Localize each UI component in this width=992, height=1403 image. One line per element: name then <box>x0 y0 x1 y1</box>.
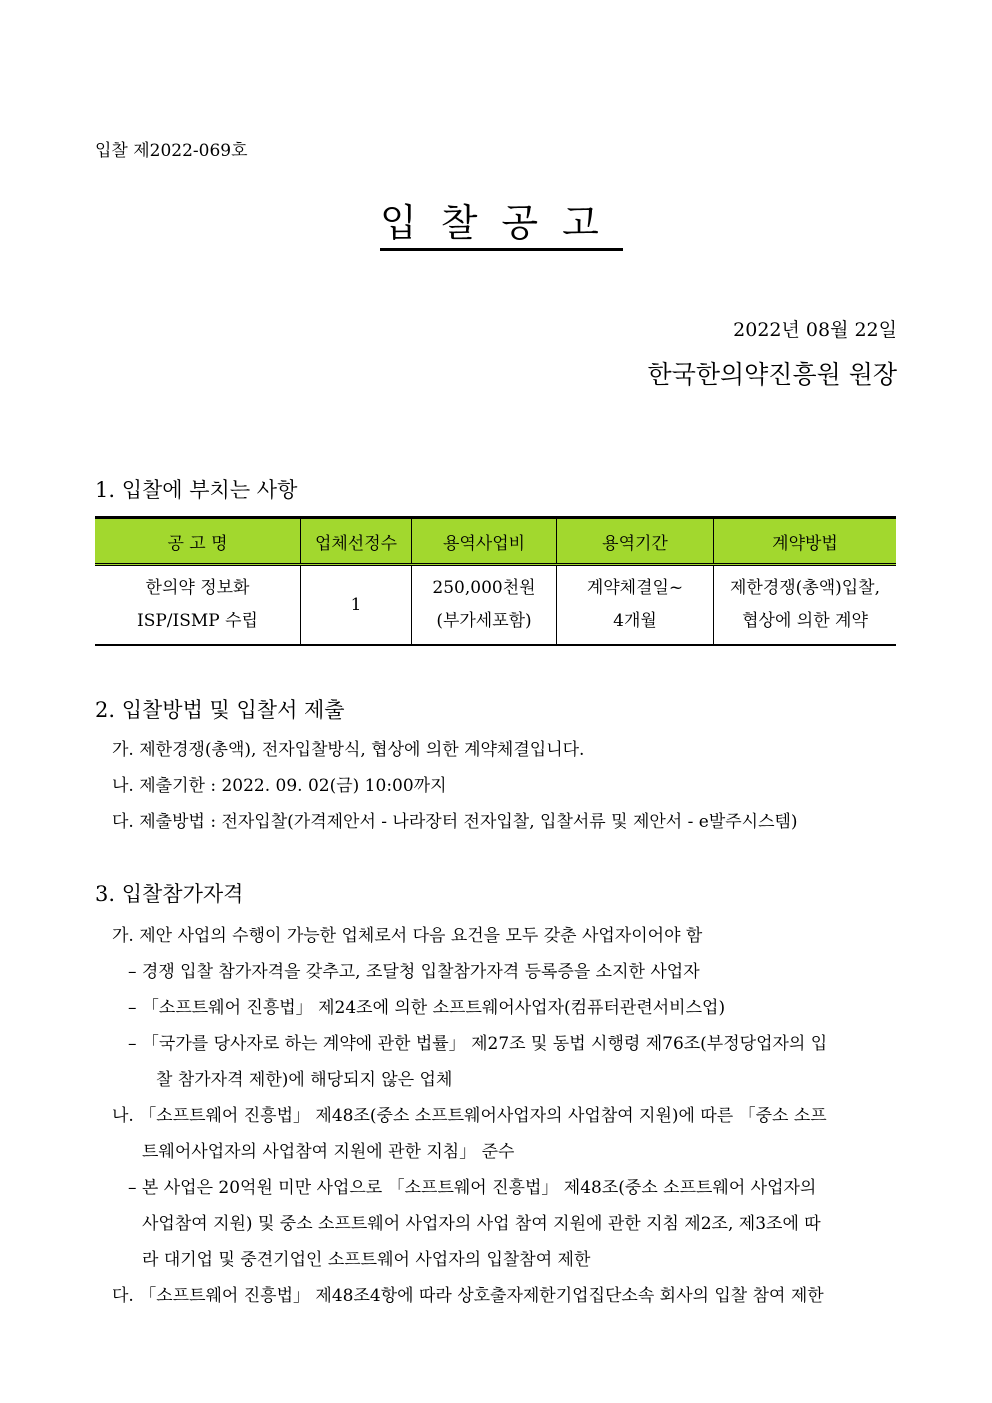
section-2-heading: 2. 입찰방법 및 입찰서 제출 <box>95 698 345 722</box>
col-header: 업체선정수 <box>301 518 412 565</box>
col-header: 용역사업비 <box>412 518 557 565</box>
cell-count: 1 <box>301 565 412 646</box>
col-header: 계약방법 <box>714 518 897 565</box>
cell-line: 4개월 <box>613 611 657 631</box>
section-3-line: 다. 「소프트웨어 진흥법」 제48조4항에 따라 상호출자제한기업집단소속 회사의 입찰 참여 제한 <box>112 1286 824 1306</box>
section-2-item: 나. 제출기한 : 2022. 09. 02(금) 10:00까지 <box>112 776 447 796</box>
table-header-row <box>95 518 896 565</box>
issuer: 한국한의약진흥원 원장 <box>647 360 897 389</box>
cell-line: 250,000천원 <box>432 578 536 598</box>
bid-info-table <box>95 516 896 646</box>
col-header: 공 고 명 <box>95 518 301 565</box>
cell-line: ISP/ISMP 수립 <box>137 611 258 631</box>
section-3-line: 트웨어사업자의 사업참여 지원에 관한 지침」 준수 <box>142 1142 515 1162</box>
cell-line: 한의약 정보화 <box>145 578 250 598</box>
page-title: 입찰공고 <box>380 200 623 251</box>
section-2-item: 가. 제한경쟁(총액), 전자입찰방식, 협상에 의한 계약체결입니다. <box>112 740 585 760</box>
cell-period <box>557 565 714 646</box>
col-header: 용역기간 <box>557 518 714 565</box>
section-3-line: 사업참여 지원) 및 중소 소프트웨어 사업자의 사업 참여 지원에 관한 지침 제2조, 제3조에 따 <box>142 1214 821 1234</box>
section-3-line: – 본 사업은 20억원 미만 사업으로 「소프트웨어 진흥법」 제48조(중소 소프트웨어 사업자의 <box>128 1178 817 1198</box>
cell-name <box>95 565 301 646</box>
cell-budget <box>412 565 557 646</box>
section-3-line: – 「소프트웨어 진흥법」 제24조에 의한 소프트웨어사업자(컴퓨터관련서비스업) <box>128 998 726 1018</box>
section-2-item: 다. 제출방법 : 전자입찰(가격제안서 - 나라장터 전자입찰, 입찰서류 및 제안서 - e발주시스템) <box>112 812 798 832</box>
section-3-line: 라 대기업 및 중견기업인 소프트웨어 사업자의 입찰참여 제한 <box>142 1250 591 1270</box>
document-number: 입찰 제2022-069호 <box>95 141 248 161</box>
section-3-line: – 경쟁 입찰 참가자격을 갖추고, 조달청 입찰참가자격 등록증을 소지한 사업자 <box>128 962 700 982</box>
section-3-line: – 「국가를 당사자로 하는 계약에 관한 법률」 제27조 및 동법 시행령 제76조(부정당업자의 입 <box>128 1034 828 1054</box>
section-3-line: 가. 제안 사업의 수행이 가능한 업체로서 다음 요건을 모두 갖춘 사업자이어야 함 <box>112 926 703 946</box>
section-1-heading: 1. 입찰에 부치는 사항 <box>95 478 298 502</box>
announcement-date: 2022년 08월 22일 <box>733 319 897 341</box>
section-3-line: 나. 「소프트웨어 진흥법」 제48조(중소 소프트웨어사업자의 사업참여 지원)에 따른 「중소 소프 <box>112 1106 827 1126</box>
cell-method <box>714 565 897 646</box>
cell-line: (부가세포함) <box>436 611 532 631</box>
cell-line: 협상에 의한 계약 <box>742 611 868 631</box>
cell-line: 제한경쟁(총액)입찰, <box>729 578 881 598</box>
table-row <box>95 565 896 646</box>
cell-line: 계약체결일~ <box>586 578 684 598</box>
section-3-heading: 3. 입찰참가자격 <box>95 882 244 906</box>
section-3-line: 찰 참가자격 제한)에 해당되지 않은 업체 <box>156 1070 453 1090</box>
